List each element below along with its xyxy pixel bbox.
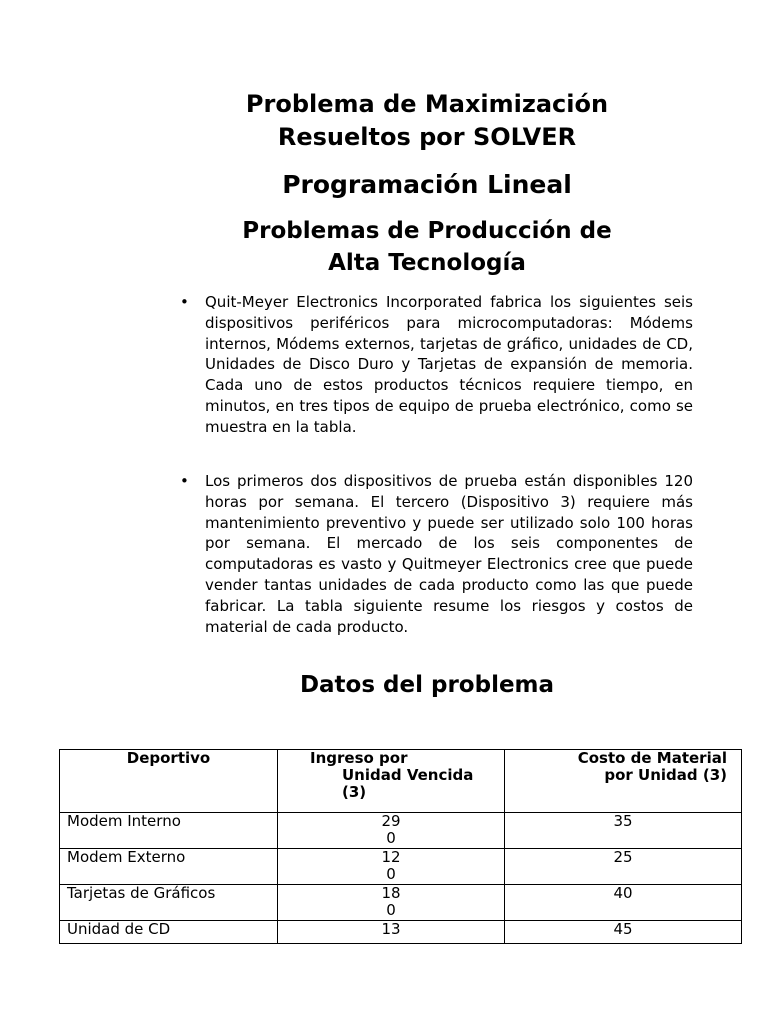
table-row: [60, 885, 742, 921]
cell-ingreso-value: 120: [381, 848, 401, 883]
section-title-line-1: Problemas de Producción de: [242, 218, 612, 244]
subtitle: Programación Lineal: [282, 170, 572, 199]
section-title: [180, 215, 674, 279]
section-title-line-2: Alta Tecnología: [328, 250, 526, 276]
title-line-1: Problema de Maximización: [245, 90, 609, 118]
bullet-marker: •: [180, 293, 189, 311]
header-ingreso-line-1: Ingreso por: [310, 749, 408, 767]
header-ingreso-line-2: Unidad Vencida: [342, 766, 474, 784]
table-row: [60, 921, 742, 944]
cell-ingreso-value: 290: [381, 812, 401, 847]
cell-costo: 25: [505, 849, 742, 885]
table-row: [60, 849, 742, 885]
cell-ingreso: [278, 885, 505, 921]
bullet-paragraph-1: [180, 292, 693, 438]
bullet-text: Los primeros dos dispositivos de prueba están disponibles 120 horas por semana. El tercero (Dispositivo 3) requiere más mantenimiento preventivo y puede ser utilizado solo 100 horas por semana. El mercado de los seis componentes de computadoras es vasto y Quitmeyer Electronics cree que puede vender tantas unidades de cada producto como las que puede fabricar. La tabla siguiente resume los riesgos y costos de material de cada producto.: [205, 472, 693, 636]
header-ingreso: [278, 750, 505, 813]
cell-costo: 45: [505, 921, 742, 944]
cell-device-name: Unidad de CD: [60, 921, 278, 944]
cell-costo: 35: [505, 813, 742, 849]
bullet-text: Quit-Meyer Electronics Incorporated fabrica los siguientes seis dispositivos periféricos para microcomputadoras: Módems internos, Módems externos, tarjetas de gráfico, unidades de CD, Unidades de Disco Duro y Tarjetas de expansión de memoria. Cada uno de estos productos técnicos requiere tiempo, en minutos, en tres tipos de equipo de prueba electrónico, como se muestra en la tabla.: [205, 293, 693, 436]
cell-ingreso-value: 13: [381, 920, 401, 938]
header-costo: [505, 750, 742, 813]
header-costo-line-2: por Unidad (3): [604, 766, 727, 784]
cell-device-name: Tarjetas de Gráficos: [60, 885, 278, 921]
table-row: [60, 813, 742, 849]
header-deportivo: Deportivo: [60, 750, 278, 813]
cell-ingreso-value: 180: [381, 884, 401, 919]
cell-ingreso: [278, 849, 505, 885]
header-ingreso-line-3: (3): [342, 783, 367, 801]
data-table: [59, 749, 742, 944]
cell-costo: 40: [505, 885, 742, 921]
bullet-marker: •: [180, 472, 189, 490]
title-line-2: Resueltos por SOLVER: [277, 123, 577, 151]
cell-device-name: Modem Interno: [60, 813, 278, 849]
page-title: [180, 88, 674, 154]
cell-ingreso: [278, 813, 505, 849]
cell-device-name: Modem Externo: [60, 849, 278, 885]
cell-ingreso: [278, 921, 505, 944]
table-header-row: [60, 750, 742, 813]
header-costo-line-1: Costo de Material: [577, 749, 727, 767]
data-heading: Datos del problema: [299, 672, 555, 698]
bullet-paragraph-2: [180, 471, 693, 637]
